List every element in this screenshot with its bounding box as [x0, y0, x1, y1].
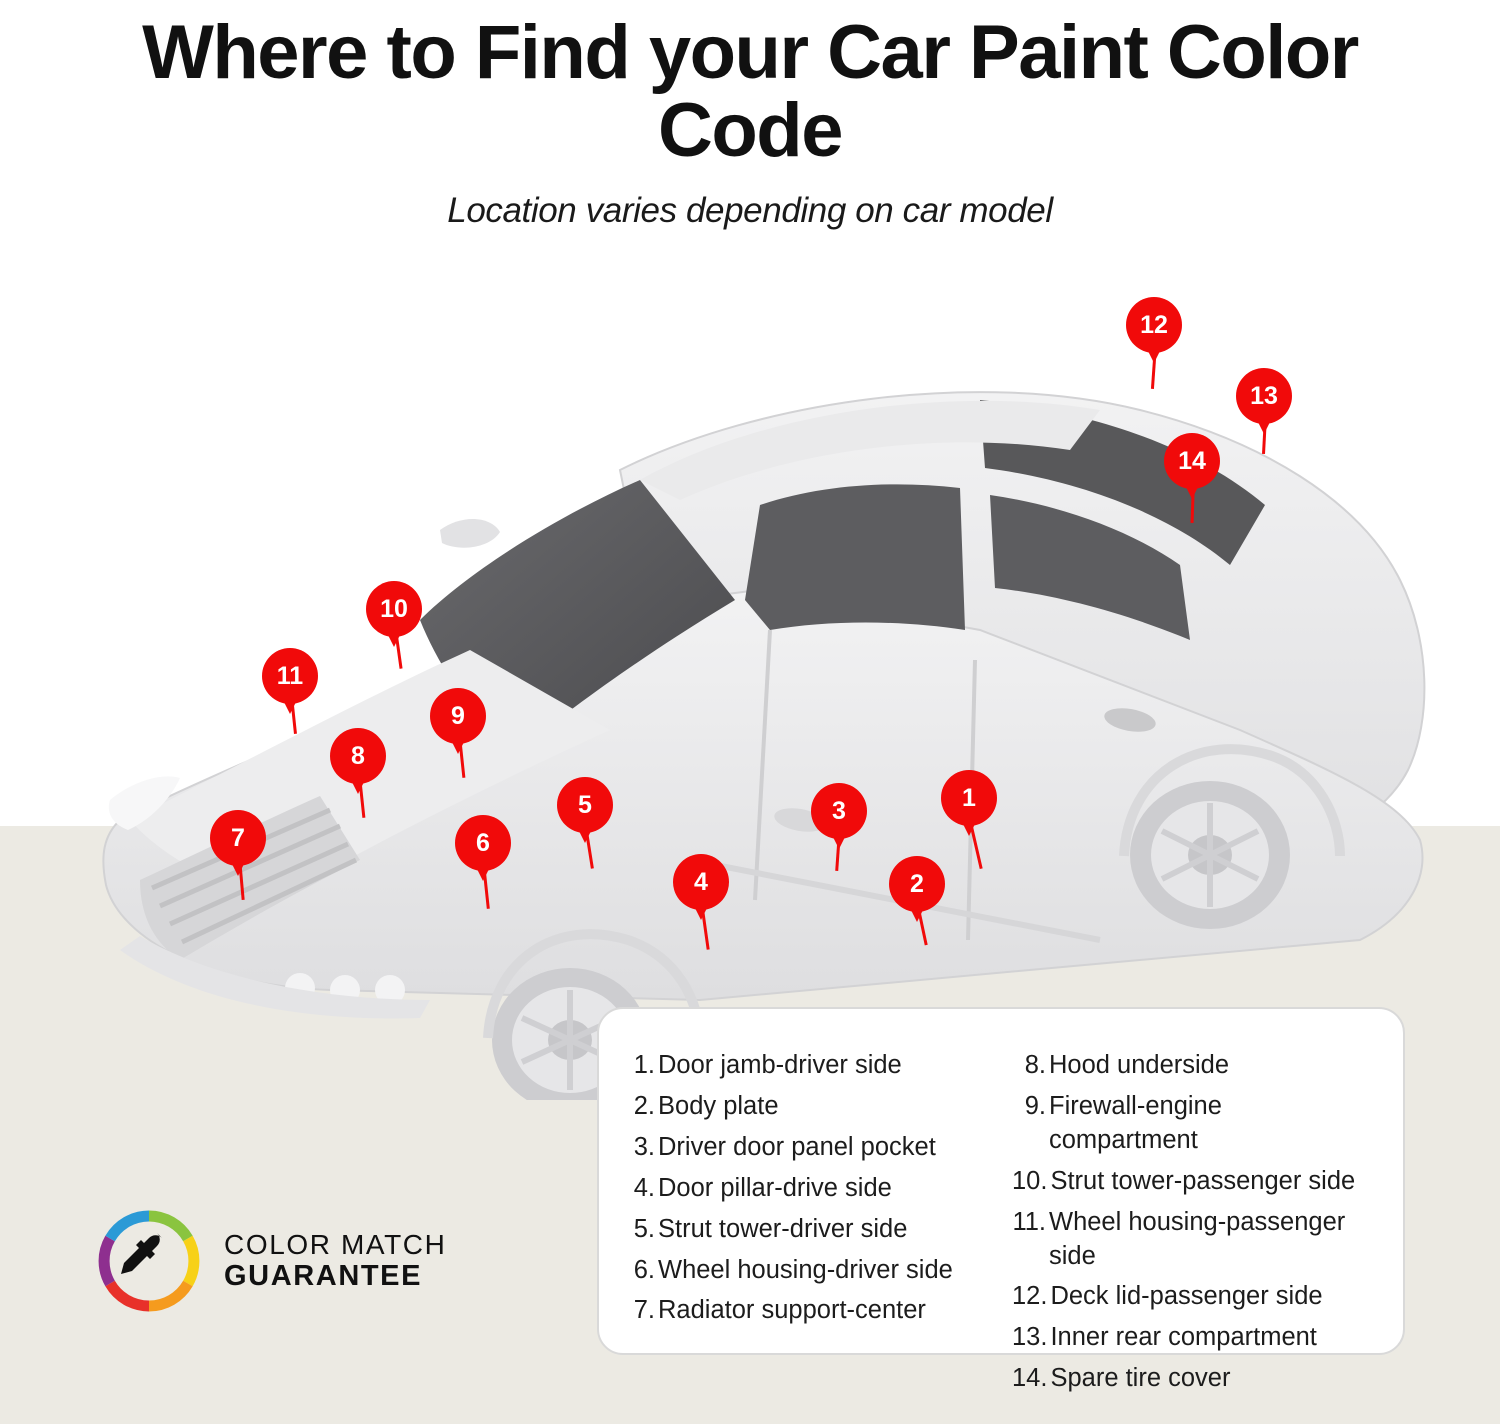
legend-item	[625, 1090, 990, 1124]
map-pin-5[interactable]: 5	[557, 777, 613, 833]
legend-item	[1012, 1321, 1377, 1355]
legend-item-number: 8.	[1024, 1051, 1046, 1079]
dropper-glyph	[121, 1233, 162, 1274]
legend-item	[1012, 1049, 1377, 1083]
legend-column-left	[625, 1049, 990, 1403]
legend-item-label: Radiator support-center	[658, 1296, 926, 1325]
legend-item	[625, 1294, 990, 1328]
legend-item-label: Strut tower-passenger side	[1050, 1166, 1356, 1195]
legend-item-label: Door jamb-driver side	[658, 1051, 902, 1079]
legend-item	[625, 1213, 990, 1247]
legend-columns	[599, 1009, 1403, 1403]
legend-item	[1012, 1090, 1377, 1158]
legend-item-number: 9.	[1024, 1091, 1046, 1120]
map-pin-6[interactable]: 6	[455, 815, 511, 871]
map-pin-10[interactable]: 10	[366, 581, 422, 637]
legend-item	[1012, 1362, 1377, 1396]
legend-item-number: 7.	[633, 1296, 655, 1325]
legend-item-label: Spare tire cover	[1050, 1364, 1231, 1393]
side-mirror	[440, 519, 500, 548]
color-match-guarantee-logo	[96, 1208, 446, 1314]
legend-item-number: 13.	[1012, 1323, 1048, 1352]
map-pin-11[interactable]: 11	[262, 648, 318, 704]
legend-item-number: 3.	[633, 1132, 655, 1161]
legend-item-label: Door pillar-drive side	[658, 1173, 892, 1202]
map-pin-3[interactable]: 3	[811, 783, 867, 839]
legend-item-number: 12.	[1012, 1282, 1048, 1311]
legend-column-right	[990, 1049, 1377, 1403]
legend-item-number: 2.	[633, 1091, 655, 1120]
legend-item-label: Inner rear compartment	[1050, 1323, 1317, 1352]
legend-item-label: Wheel housing-passenger side	[1049, 1207, 1346, 1270]
logo-line-2: GUARANTEE	[224, 1260, 423, 1293]
logo-text	[224, 1229, 446, 1293]
map-pin-14[interactable]: 14	[1164, 433, 1220, 489]
header	[0, 0, 1500, 231]
logo-line-1: COLOR MATCH	[224, 1229, 447, 1261]
legend-item-number: 14.	[1012, 1364, 1048, 1393]
map-pin-4[interactable]: 4	[673, 854, 729, 910]
rear-wheel	[1130, 781, 1290, 929]
legend-item	[625, 1254, 990, 1288]
legend-item-number: 6.	[633, 1255, 655, 1284]
legend-item-label: Driver door panel pocket	[658, 1132, 936, 1161]
legend-item-number: 5.	[633, 1214, 655, 1243]
legend-panel	[597, 1007, 1405, 1393]
map-pin-8[interactable]: 8	[330, 728, 386, 784]
legend-item-number: 4.	[633, 1173, 655, 1202]
page-subtitle: Location varies depending on car model	[447, 191, 1053, 231]
map-pin-12[interactable]: 12	[1126, 297, 1182, 353]
legend-item-label: Hood underside	[1049, 1051, 1230, 1079]
legend-item-number: 10.	[1012, 1166, 1048, 1195]
legend-item	[625, 1131, 990, 1165]
legend-item	[625, 1172, 990, 1206]
map-pin-7[interactable]: 7	[210, 810, 266, 866]
legend-item	[1012, 1165, 1377, 1199]
legend-item-number: 1.	[633, 1051, 655, 1079]
legend-item-label: Strut tower-driver side	[658, 1214, 908, 1243]
legend-item	[625, 1049, 990, 1083]
map-pin-1[interactable]: 1	[941, 770, 997, 826]
legend-item	[1012, 1206, 1377, 1274]
page-title: Where to Find your Car Paint Color Code	[142, 10, 1358, 173]
legend-item-label: Wheel housing-driver side	[658, 1255, 953, 1284]
map-pin-2[interactable]: 2	[889, 856, 945, 912]
legend-item	[1012, 1280, 1377, 1314]
legend-item-label: Deck lid-passenger side	[1050, 1282, 1323, 1311]
map-pin-13[interactable]: 13	[1236, 368, 1292, 424]
map-pin-9[interactable]: 9	[430, 688, 486, 744]
front-side-window	[745, 484, 965, 630]
legend-item-label: Body plate	[658, 1091, 779, 1120]
legend-item-label: Firewall-engine compartment	[1049, 1091, 1222, 1154]
legend-item-number: 11.	[1012, 1207, 1046, 1236]
color-wheel-dropper-icon	[96, 1208, 202, 1314]
